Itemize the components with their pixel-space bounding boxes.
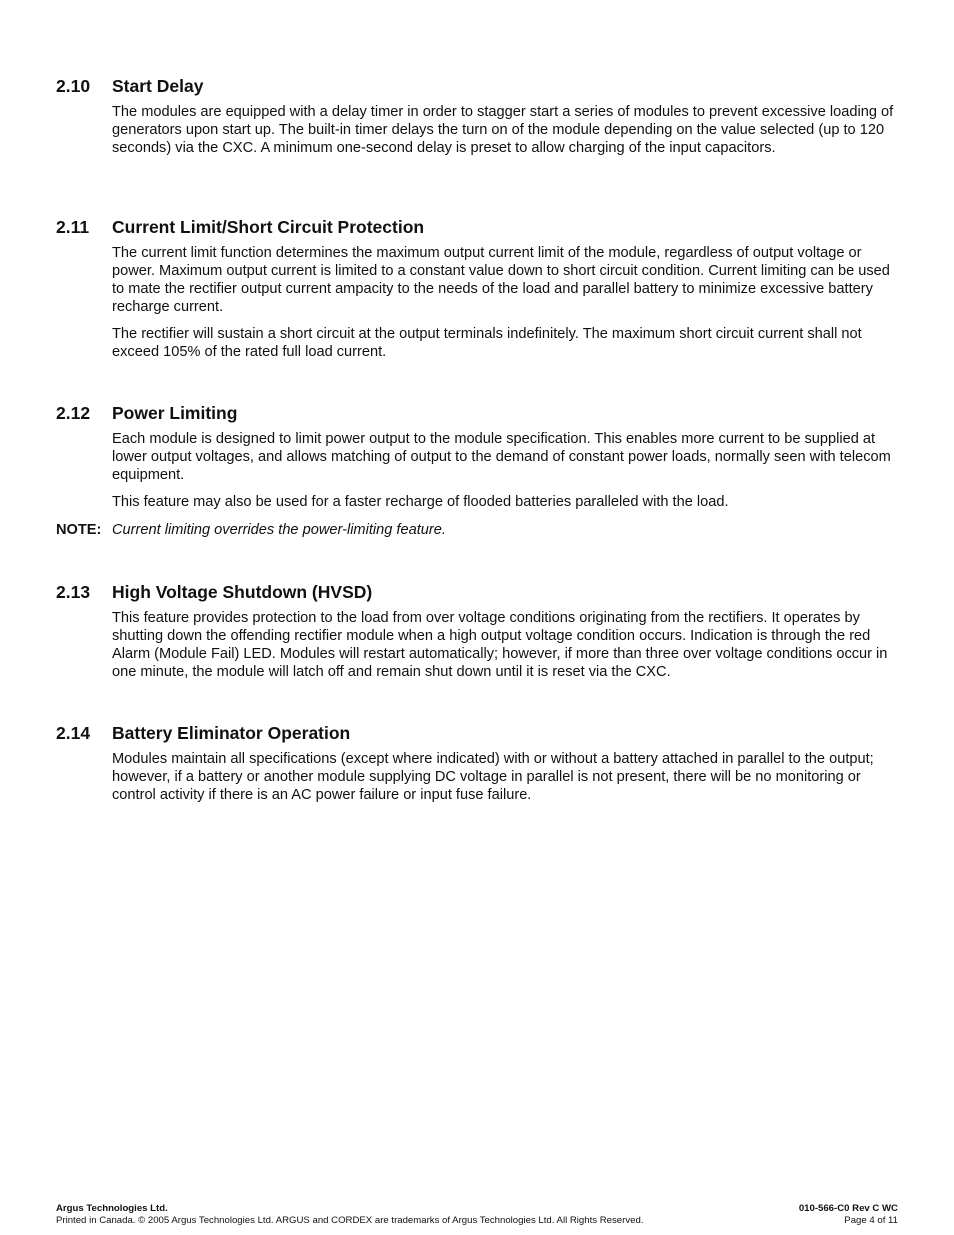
paragraph: The rectifier will sustain a short circuit at the output terminals indefinitely. The maximum short circuit current shall not exceed 105% of the rated full load current. (112, 326, 862, 360)
paragraph: This feature may also be used for a faster recharge of flooded batteries paralleled with the load. (112, 494, 729, 510)
section-heading (56, 722, 898, 744)
section-2-12 (56, 402, 898, 539)
paragraph: The modules are equipped with a delay timer in order to stagger start a series of modules to prevent excessive loading of generators upon start up. The built-in timer delays the turn on of the module depending on the value selected (up to 120 seconds) via the CXC. A minimum one-second delay is preset to allow charging of the input capacitors. (112, 104, 894, 156)
section-heading (56, 216, 898, 238)
section-heading (56, 581, 898, 603)
footer-company: Argus Technologies Ltd. (56, 1203, 168, 1214)
section-title: Power Limiting (112, 403, 238, 423)
section-title: Start Delay (112, 76, 204, 96)
page-footer (56, 1203, 898, 1227)
paragraph: The current limit function determines the maximum output current limit of the module, regardless of output voltage or power. Maximum output current is limited to a constant value down to short circuit condition. Current limiting can be used to mate the rectifier output current ampacity to the needs of the load and parallel battery to minimize excessive battery recharge current. (112, 245, 890, 315)
section-number: 2.14 (56, 723, 91, 743)
section-number: 2.11 (56, 217, 90, 237)
section-number: 2.10 (56, 76, 91, 96)
note-label: NOTE: (56, 522, 102, 538)
note (56, 521, 898, 539)
section-number: 2.13 (56, 582, 91, 602)
paragraph: Each module is designed to limit power output to the module specification. This enables more current to be supplied at lower output voltages, and allows matching of output to the demand of constant power loads, normally seen with telecom equipment. (112, 431, 891, 483)
section-title: High Voltage Shutdown (HVSD) (112, 582, 373, 602)
section-2-10 (56, 75, 898, 157)
footer-row-bottom (56, 1215, 898, 1227)
section-heading (56, 75, 898, 97)
paragraph: This feature provides protection to the load from over voltage conditions originating from the rectifiers. It operates by shutting down the offending rectifier module when a high output voltage condition occurs. Indication is through the red Alarm (Module Fail) LED. Modules will restart automatically; however, if more than three over voltage conditions occur in one minute, the module will latch off and remain shut down until it is reset via the CXC. (112, 610, 888, 680)
paragraph: Modules maintain all specifications (except where indicated) with or without a battery attached in parallel to the output; however, if a battery or another module supplying DC voltage in parallel is not present, there will be no monitoring or control activity if there is an AC power failure or input fuse failure. (112, 751, 874, 803)
footer-copyright: Printed in Canada. © 2005 Argus Technologies Ltd. ARGUS and CORDEX are trademarks of Argus Technologies Ltd. All Rights Reserved. (56, 1215, 644, 1226)
section-2-13 (56, 581, 898, 681)
section-title: Battery Eliminator Operation (112, 723, 351, 743)
footer-row-top (56, 1203, 898, 1215)
section-number: 2.12 (56, 403, 91, 423)
footer-page-number: Page 4 of 11 (844, 1215, 898, 1226)
section-2-11 (56, 216, 898, 361)
section-2-14 (56, 722, 898, 804)
note-text: Current limiting overrides the power-limiting feature. (112, 522, 446, 538)
footer-doc-id: 010-566-C0 Rev C WC (798, 1203, 898, 1214)
section-title: Current Limit/Short Circuit Protection (112, 217, 425, 237)
section-heading (56, 402, 898, 424)
